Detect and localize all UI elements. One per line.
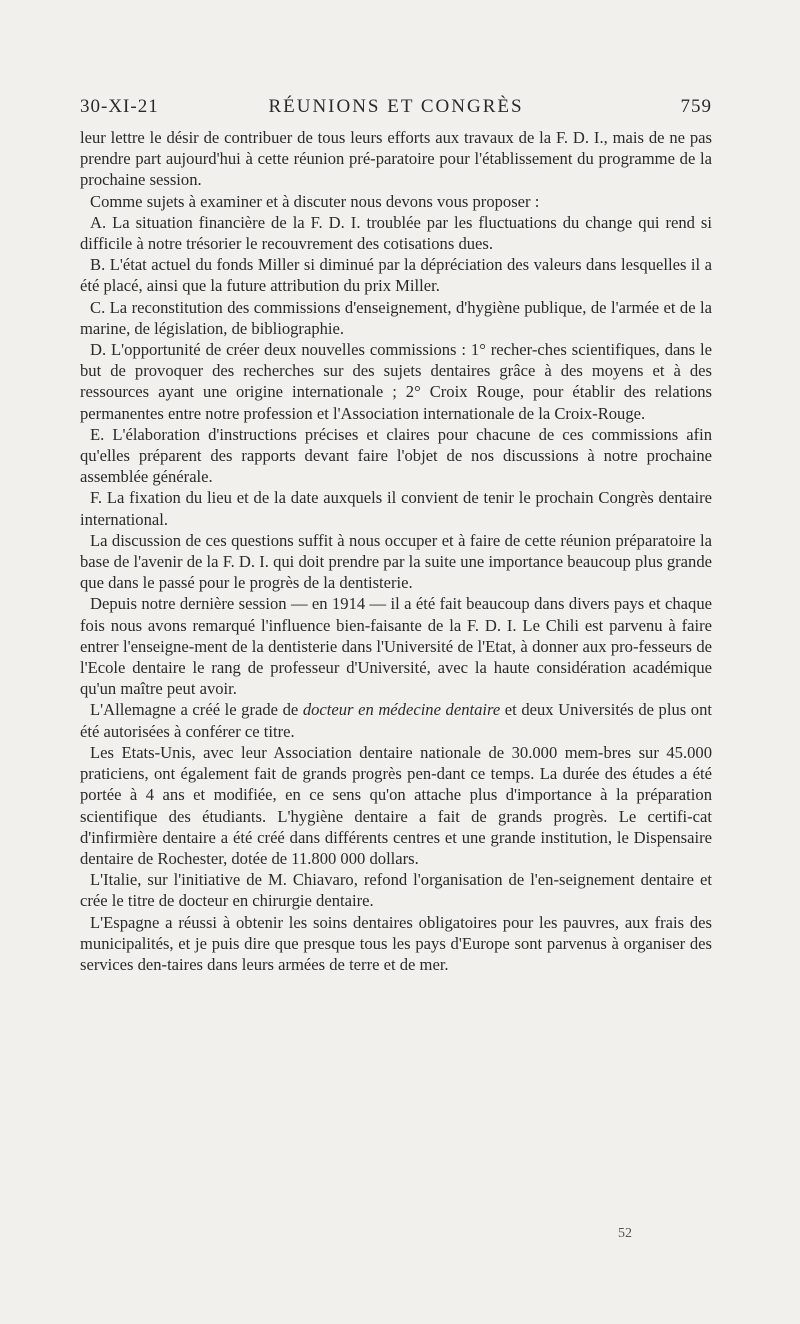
- paragraph-item-b: B. L'état actuel du fonds Miller si diminué par la dépréciation des valeurs dans lesquelles il a été placé, ainsi que la future attribution du prix Miller.: [80, 255, 712, 296]
- header-date: 30-XI-21: [80, 96, 159, 117]
- running-header: [80, 96, 712, 126]
- paragraph-spain: L'Espagne a réussi à obtenir les soins dentaires obligatoires pour les pauvres, aux frais des municipalités, et je puis dire que presque tous les pays d'Europe sont parvenus à organiser des services den-taires dans leurs armées de terre et de mer.: [80, 912, 712, 974]
- page-number: 759: [680, 96, 712, 117]
- germany-text-after: et deux Universités de plus ont été autorisées à conférer ce titre.: [80, 700, 712, 741]
- paragraph-item-c: C. La reconstitution des commissions d'enseignement, d'hygiène publique, de l'armée et de la marine, de législation, de bibliographie.: [80, 297, 712, 338]
- germany-degree-title: docteur en médecine dentaire: [302, 700, 501, 720]
- paragraph-united-states: Les Etats-Unis, avec leur Association dentaire nationale de 30.000 mem-bres sur 45.000 praticiens, ont également fait de grands progrès pen-dant ce temps. La durée des études a été portée à 4 ans et modifiée, en ce sens qu'on attache plus d'importance à la préparation scientifique des étudiants. L'hygiène dentaire a fait de grands progrès. Le certifi-cat d'infirmière dentaire a été créé dans différents centres et une grande institution, le Dispensaire dentaire de Rochester, dotée de 11.800 000 dollars.: [80, 742, 712, 868]
- paragraph-item-f: F. La fixation du lieu et de la date auxquels il convient de tenir le prochain Congrès dentaire international.: [80, 488, 712, 529]
- paragraph-italy: L'Italie, sur l'initiative de M. Chiavaro, refond l'organisation de l'en-seignement dentaire et crée le titre de docteur en chirurgie dentaire.: [80, 870, 712, 911]
- paragraph-item-a: A. La situation financière de la F. D. I. troublée par les fluctuations du change qui rend si difficile à notre trésorier le recouvrement des cotisations dues.: [80, 212, 712, 254]
- paragraph-item-d: D. L'opportunité de créer deux nouvelles commissions : 1° recher-ches scientifiques, dans le but de provoquer des recherches sur des sujets dentaires grâce à des moyens et à des ressources ayant une origine internationale ; 2° Croix Rouge, pour établir des relations permanentes entre notre profession et l'Association internationale de la Croix-Rouge.: [80, 340, 712, 423]
- paragraph-germany: [80, 699, 712, 741]
- paragraph-item-e: E. L'élaboration d'instructions précises et claires pour chacune de ces commissions afin qu'elles préparent des rapports devant faire l'objet de nos discussions à notre prochaine assemblée générale.: [80, 424, 712, 487]
- paragraph-discussion: La discussion de ces questions suffit à nous occuper et à faire de cette réunion préparatoire la base de l'avenir de la F. D. I. qui doit prendre par la suite une importance beaucoup plus grande que dans le passé pour le progrès de la dentisterie.: [80, 530, 712, 593]
- paragraph-continuation: leur lettre le désir de contribuer de tous leurs efforts aux travaux de la F. D. I., mais de ne pas prendre part aujourd'hui à cette réunion pré-paratoire pour l'établissement du programme de la prochaine session.: [80, 128, 712, 190]
- body-text: [80, 127, 712, 975]
- signature-mark: 52: [618, 1226, 632, 1241]
- paragraph-intro: Comme sujets à examiner et à discuter nous devons vous proposer :: [90, 191, 540, 211]
- paragraph-chile: Depuis notre dernière session — en 1914 — il a été fait beaucoup dans divers pays et chaque fois nous avons remarqué l'influence bien-faisante de la F. D. I. Le Chili est parvenu à faire entrer l'enseigne-ment de la dentisterie dans l'Université de l'Etat, à donner aux pro-fesseurs de l'Ecole dentaire le rang de professeur d'Université, avec la haute considération académique qu'un maître peut avoir.: [80, 594, 712, 699]
- germany-text-before: L'Allemagne a créé le grade de: [90, 700, 303, 720]
- header-title: RÉUNIONS ET CONGRÈS: [268, 96, 524, 117]
